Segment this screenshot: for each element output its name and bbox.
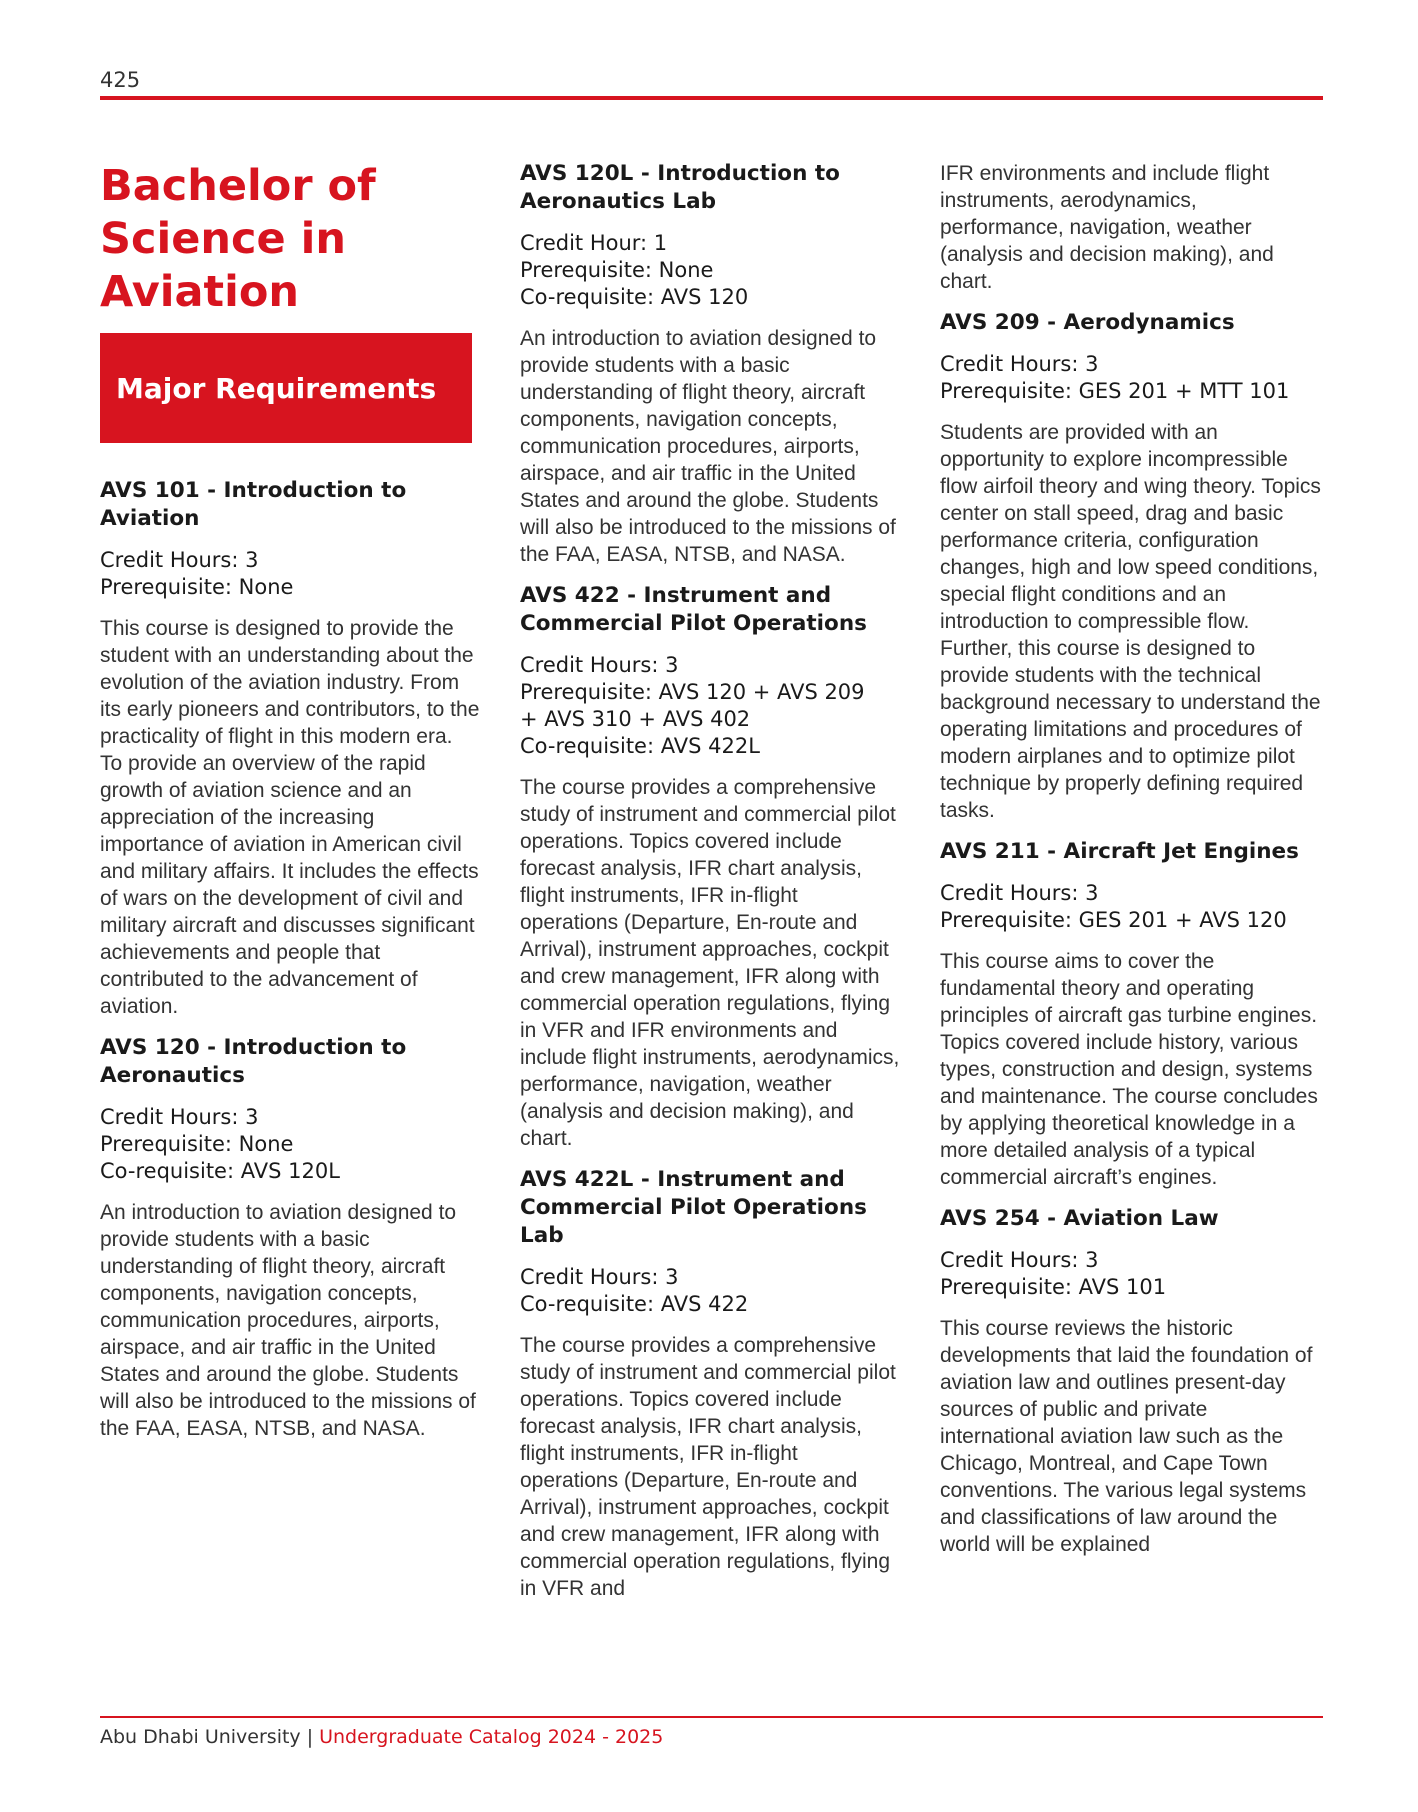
course-avs-211 bbox=[940, 838, 1324, 1191]
course-title: AVS 209 - Aerodynamics bbox=[940, 310, 1235, 335]
credit-hours: Credit Hours: 3 bbox=[520, 653, 679, 677]
course-avs-422l bbox=[520, 1166, 900, 1602]
prerequisite: Prerequisite: AVS 120 + AVS 209 bbox=[520, 680, 865, 704]
course-meta bbox=[520, 652, 900, 760]
credit-hours: Credit Hours: 3 bbox=[100, 548, 259, 572]
course-avs-254 bbox=[940, 1205, 1324, 1558]
corequisite: Co-requisite: AVS 422L bbox=[520, 734, 760, 758]
prerequisite: Prerequisite: GES 201 + MTT 101 bbox=[940, 379, 1290, 403]
course-description: This course reviews the historic developments that laid the foundation of aviation law and outlines present-day sources of public and private international aviation law such as the Chicago, Montreal, and Cape Town conventions. The various legal systems and classifications of law around the world will be explained bbox=[940, 1317, 1313, 1556]
corequisite: Co-requisite: AVS 120 bbox=[520, 285, 749, 309]
course-description-continued: IFR environments and include flight instruments, aerodynamics, performance, navigation, weather (analysis and decision making), and chart. bbox=[940, 162, 1274, 293]
credit-hours: Credit Hours: 3 bbox=[940, 1248, 1099, 1272]
course-title: AVS 101 - Introduction to Aviation bbox=[100, 478, 407, 531]
section-banner bbox=[100, 333, 472, 443]
page-title: Bachelor of Science in Aviation bbox=[100, 161, 376, 317]
prerequisite: Prerequisite: AVS 101 bbox=[940, 1275, 1167, 1299]
course-title: AVS 254 - Aviation Law bbox=[940, 1206, 1219, 1231]
course-meta bbox=[100, 1104, 480, 1185]
prerequisite: Prerequisite: None bbox=[100, 575, 294, 599]
course-description: The course provides a comprehensive study of instrument and commercial pilot operations. Topics covered include forecast analysis, IFR chart analysis, flight instruments, IFR in-flight operations (Departure, En-route and Arrival), instrument approaches, cockpit and crew management, IFR along with commercial operation regulations, flying in VFR and bbox=[520, 1334, 896, 1600]
column-3 bbox=[940, 160, 1324, 1572]
course-description: An introduction to aviation designed to provide students with a basic understanding of flight theory, aircraft components, navigation concepts, communication procedures, airports, airspace, and air traffic in the United States and around the globe. Students will also be introduced to the missions of the FAA, EASA, NTSB, and NASA. bbox=[520, 327, 896, 566]
page-number: 425 bbox=[100, 68, 141, 92]
footer bbox=[100, 1726, 663, 1748]
footer-divider bbox=[100, 1716, 1323, 1718]
header-divider bbox=[100, 96, 1323, 100]
course-description: The course provides a comprehensive study of instrument and commercial pilot operations. Topics covered include forecast analysis, IFR chart analysis, flight instruments, IFR in-flight operations (Departure, En-route and Arrival), instrument approaches, cockpit and crew management, IFR along with commercial operation regulations, flying in VFR and IFR environments and include flight instruments, aerodynamics, performance, navigation, weather (analysis and decision making), and chart. bbox=[520, 776, 900, 1150]
corequisite: Co-requisite: AVS 422 bbox=[520, 1292, 749, 1316]
course-meta bbox=[940, 880, 1324, 934]
column-2 bbox=[520, 160, 900, 1616]
section-title: Major Requirements bbox=[116, 371, 437, 405]
column-1 bbox=[100, 160, 480, 1456]
course-title: AVS 422 - Instrument and Commercial Pilot Operations bbox=[520, 583, 867, 636]
course-title: AVS 120 - Introduction to Aeronautics bbox=[100, 1035, 407, 1088]
course-description: This course aims to cover the fundamental theory and operating principles of aircraft gas turbine engines. Topics covered include history, various types, construction and design, systems and maintenance. The course concludes by applying theoretical knowledge in a more detailed analysis of a typical commercial aircraft’s engines. bbox=[940, 950, 1318, 1189]
prerequisite-continued: + AVS 310 + AVS 402 bbox=[520, 707, 751, 731]
course-description: This course is designed to provide the student with an understanding about the evolution of the aviation industry. From its early pioneers and contributors, to the practicality of flight in this modern era. To provide an overview of the rapid growth of aviation science and an appreciation of the increasing importance of aviation in American civil and military affairs. It includes the effects of wars on the development of civil and military aircraft and discusses significant achievements and people that contributed to the advancement of aviation. bbox=[100, 617, 480, 1018]
course-meta bbox=[520, 230, 900, 311]
course-title: AVS 211 - Aircraft Jet Engines bbox=[940, 839, 1299, 864]
course-avs-120 bbox=[100, 1034, 480, 1442]
credit-hours: Credit Hours: 3 bbox=[520, 1265, 679, 1289]
course-title: AVS 422L - Instrument and Commercial Pilot Operations Lab bbox=[520, 1167, 867, 1248]
course-avs-422 bbox=[520, 582, 900, 1152]
footer-catalog: Undergraduate Catalog 2024 - 2025 bbox=[319, 1726, 664, 1748]
prerequisite: Prerequisite: None bbox=[520, 258, 714, 282]
prerequisite: Prerequisite: None bbox=[100, 1132, 294, 1156]
course-description: An introduction to aviation designed to provide students with a basic understanding of flight theory, aircraft components, navigation concepts, communication procedures, airports, airspace, and air traffic in the United States and around the globe. Students will also be introduced to the missions of the FAA, EASA, NTSB, and NASA. bbox=[100, 1201, 476, 1440]
prerequisite: Prerequisite: GES 201 + AVS 120 bbox=[940, 908, 1287, 932]
course-avs-209 bbox=[940, 309, 1324, 824]
credit-hours: Credit Hours: 3 bbox=[100, 1105, 259, 1129]
corequisite: Co-requisite: AVS 120L bbox=[100, 1159, 340, 1183]
footer-university: Abu Dhabi University bbox=[100, 1726, 301, 1748]
footer-separator: | bbox=[306, 1726, 314, 1748]
course-meta bbox=[520, 1264, 900, 1318]
credit-hours: Credit Hour: 1 bbox=[520, 231, 668, 255]
course-meta bbox=[940, 1247, 1324, 1301]
course-meta bbox=[100, 547, 480, 601]
credit-hours: Credit Hours: 3 bbox=[940, 881, 1099, 905]
course-title: AVS 120L - Introduction to Aeronautics Lab bbox=[520, 161, 840, 214]
course-avs-120l bbox=[520, 160, 900, 568]
course-avs-101 bbox=[100, 477, 480, 1020]
course-meta bbox=[940, 351, 1324, 405]
course-description: Students are provided with an opportunity to explore incompressible flow airfoil theory and wing theory. Topics center on stall speed, drag and basic performance criteria, configuration changes, high and low speed conditions, special flight conditions and an introduction to compressible flow. Further, this course is designed to provide students with the technical background necessary to understand the operating limitations and procedures of modern airplanes and to optimize pilot technique by properly defining required tasks. bbox=[940, 421, 1321, 822]
credit-hours: Credit Hours: 3 bbox=[940, 352, 1099, 376]
